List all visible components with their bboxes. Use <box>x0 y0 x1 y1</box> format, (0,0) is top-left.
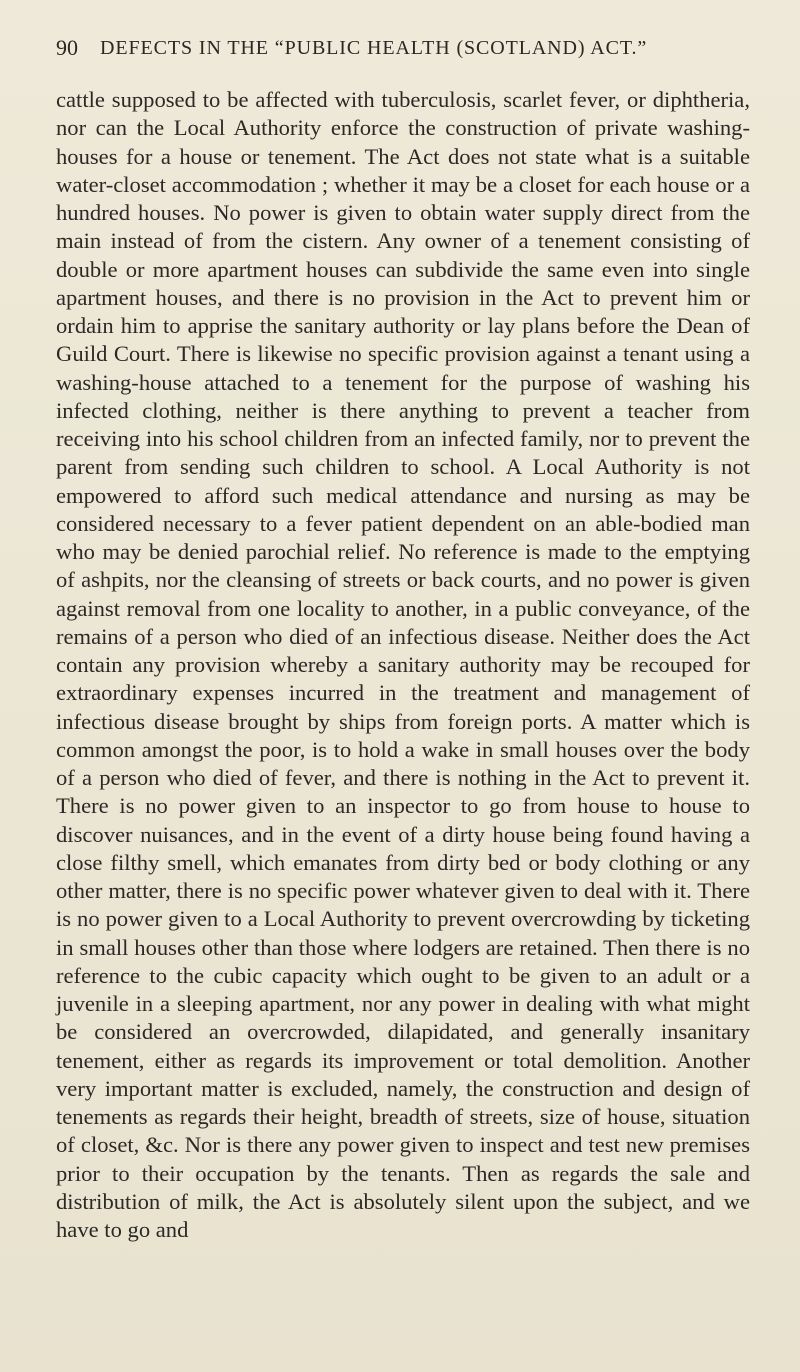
page-header <box>56 32 746 64</box>
body-text <box>56 86 750 1244</box>
page-number: 90 <box>56 35 78 60</box>
paragraph: cattle supposed to be affected with tuberculosis, scarlet fever, or diphtheria, nor can the Local Authority enforce the construction of private washing-houses for a house or tenement. The Act does not state what is a suitable water-closet accommodation ; whether it may be a closet for each house or a hundred houses. No power is given to obtain water supply direct from the main instead of from the cistern. Any owner of a tenement consisting of double or more apartment houses can subdivide the same even into single apartment houses, and there is no provision in the Act to prevent him or ordain him to apprise the sanitary authority or lay plans before the Dean of Guild Court. There is likewise no specific provision against a tenant using a washing-house attached to a tenement for the purpose of washing his infected clothing, neither is there anything to prevent a teacher from receiving into his school children from an infected family, nor to prevent the parent from sending such children to school. A Local Authority is not empowered to afford such medical attendance and nursing as may be considered necessary to a fever patient dependent on an able-bodied man who may be denied parochial relief. No reference is made to the emptying of ashpits, nor the cleansing of streets or back courts, and no power is given against removal from one locality to another, in a public conveyance, of the remains of a person who died of an infectious disease. Neither does the Act contain any provision whereby a sanitary authority may be recouped for extraordinary expenses incurred in the treatment and management of infectious disease brought by ships from foreign ports. A matter which is common amongst the poor, is to hold a wake in small houses over the body of a person who died of fever, and there is nothing in the Act to prevent it. There is no power given to an inspector to go from house to house to discover nuisances, and in the event of a dirty house being found having a close filthy smell, which emanates from dirty bed or body clothing or any other matter, there is no specific power whatever given to deal with it. There is no power given to a Local Authority to prevent overcrowding by ticketing in small houses other than those where lodgers are retained. Then there is no reference to the cubic capacity which ought to be given to an adult or a juvenile in a sleeping apartment, nor any power in dealing with what might be considered an overcrowded, dilapidated, and generally insanitary tenement, either as regards its improvement or total demolition. Another very important matter is excluded, namely, the construction and design of tenements as regards their height, breadth of streets, size of house, situation of closet, &c. Nor is there any power given to inspect and test new premises prior to their occupation by the tenants. Then as regards the sale and distribution of milk, the Act is absolutely silent upon the subject, and we have to go and <box>56 87 750 1242</box>
running-title: DEFECTS IN THE “PUBLIC HEALTH (SCOTLAND) ACT.” <box>100 37 648 59</box>
